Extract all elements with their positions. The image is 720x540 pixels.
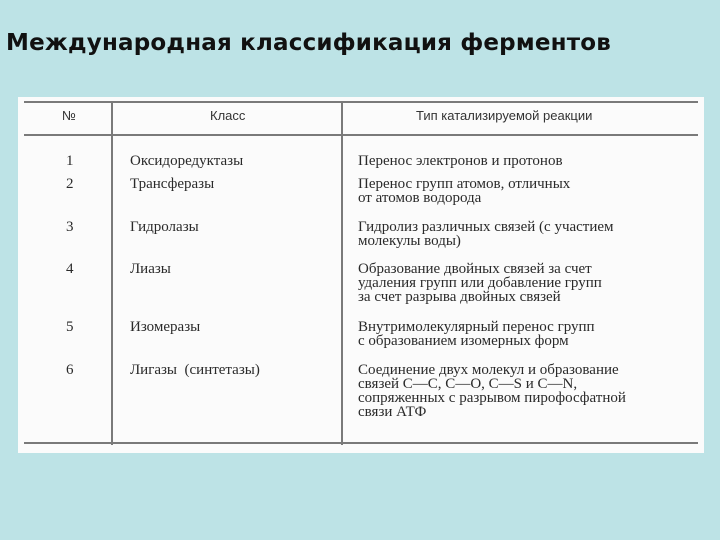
row-1-class: Оксидоредуктазы <box>130 153 244 169</box>
column-divider-2 <box>341 101 343 445</box>
row-4-class: Лиазы <box>130 261 171 277</box>
row-2-reaction: Перенос групп атомов, отличных от атомов водорода <box>358 176 571 206</box>
row-2-class: Трансферазы <box>130 176 215 192</box>
row-6-reaction: Соединение двух молекул и образование связей С—С, С—О, С—S и С—N, сопряженных с разрывом пирофосфатной связи АТФ <box>358 362 626 420</box>
row-6-class: Лигазы (синтетазы) <box>130 362 260 378</box>
row-2-number: 2 <box>66 176 74 192</box>
table-bottom-border <box>24 442 698 444</box>
enzyme-classification-table <box>18 97 704 453</box>
slide-title: Международная классификация ферментов <box>6 30 612 56</box>
row-5-reaction: Внутримолекулярный перенос групп с образованием изомерных форм <box>358 319 595 349</box>
header-number: № <box>62 108 76 123</box>
row-6-number: 6 <box>66 362 74 378</box>
header-class: Класс <box>210 108 246 123</box>
row-4-number: 4 <box>66 261 74 277</box>
table-top-border <box>24 101 698 103</box>
row-5-class: Изомеразы <box>130 319 201 335</box>
header-divider <box>24 134 698 136</box>
row-5-number: 5 <box>66 319 74 335</box>
column-divider-1 <box>111 101 113 445</box>
row-3-number: 3 <box>66 219 74 235</box>
row-4-reaction: Образование двойных связей за счет удаления групп или добавление групп за счет разрыва двойных связей <box>358 261 602 305</box>
row-3-reaction: Гидролиз различных связей (с участием молекулы воды) <box>358 219 614 249</box>
row-1-reaction: Перенос электронов и протонов <box>358 153 563 169</box>
row-3-class: Гидролазы <box>130 219 199 235</box>
header-reaction: Тип катализируемой реакции <box>416 108 593 123</box>
row-1-number: 1 <box>66 153 74 169</box>
